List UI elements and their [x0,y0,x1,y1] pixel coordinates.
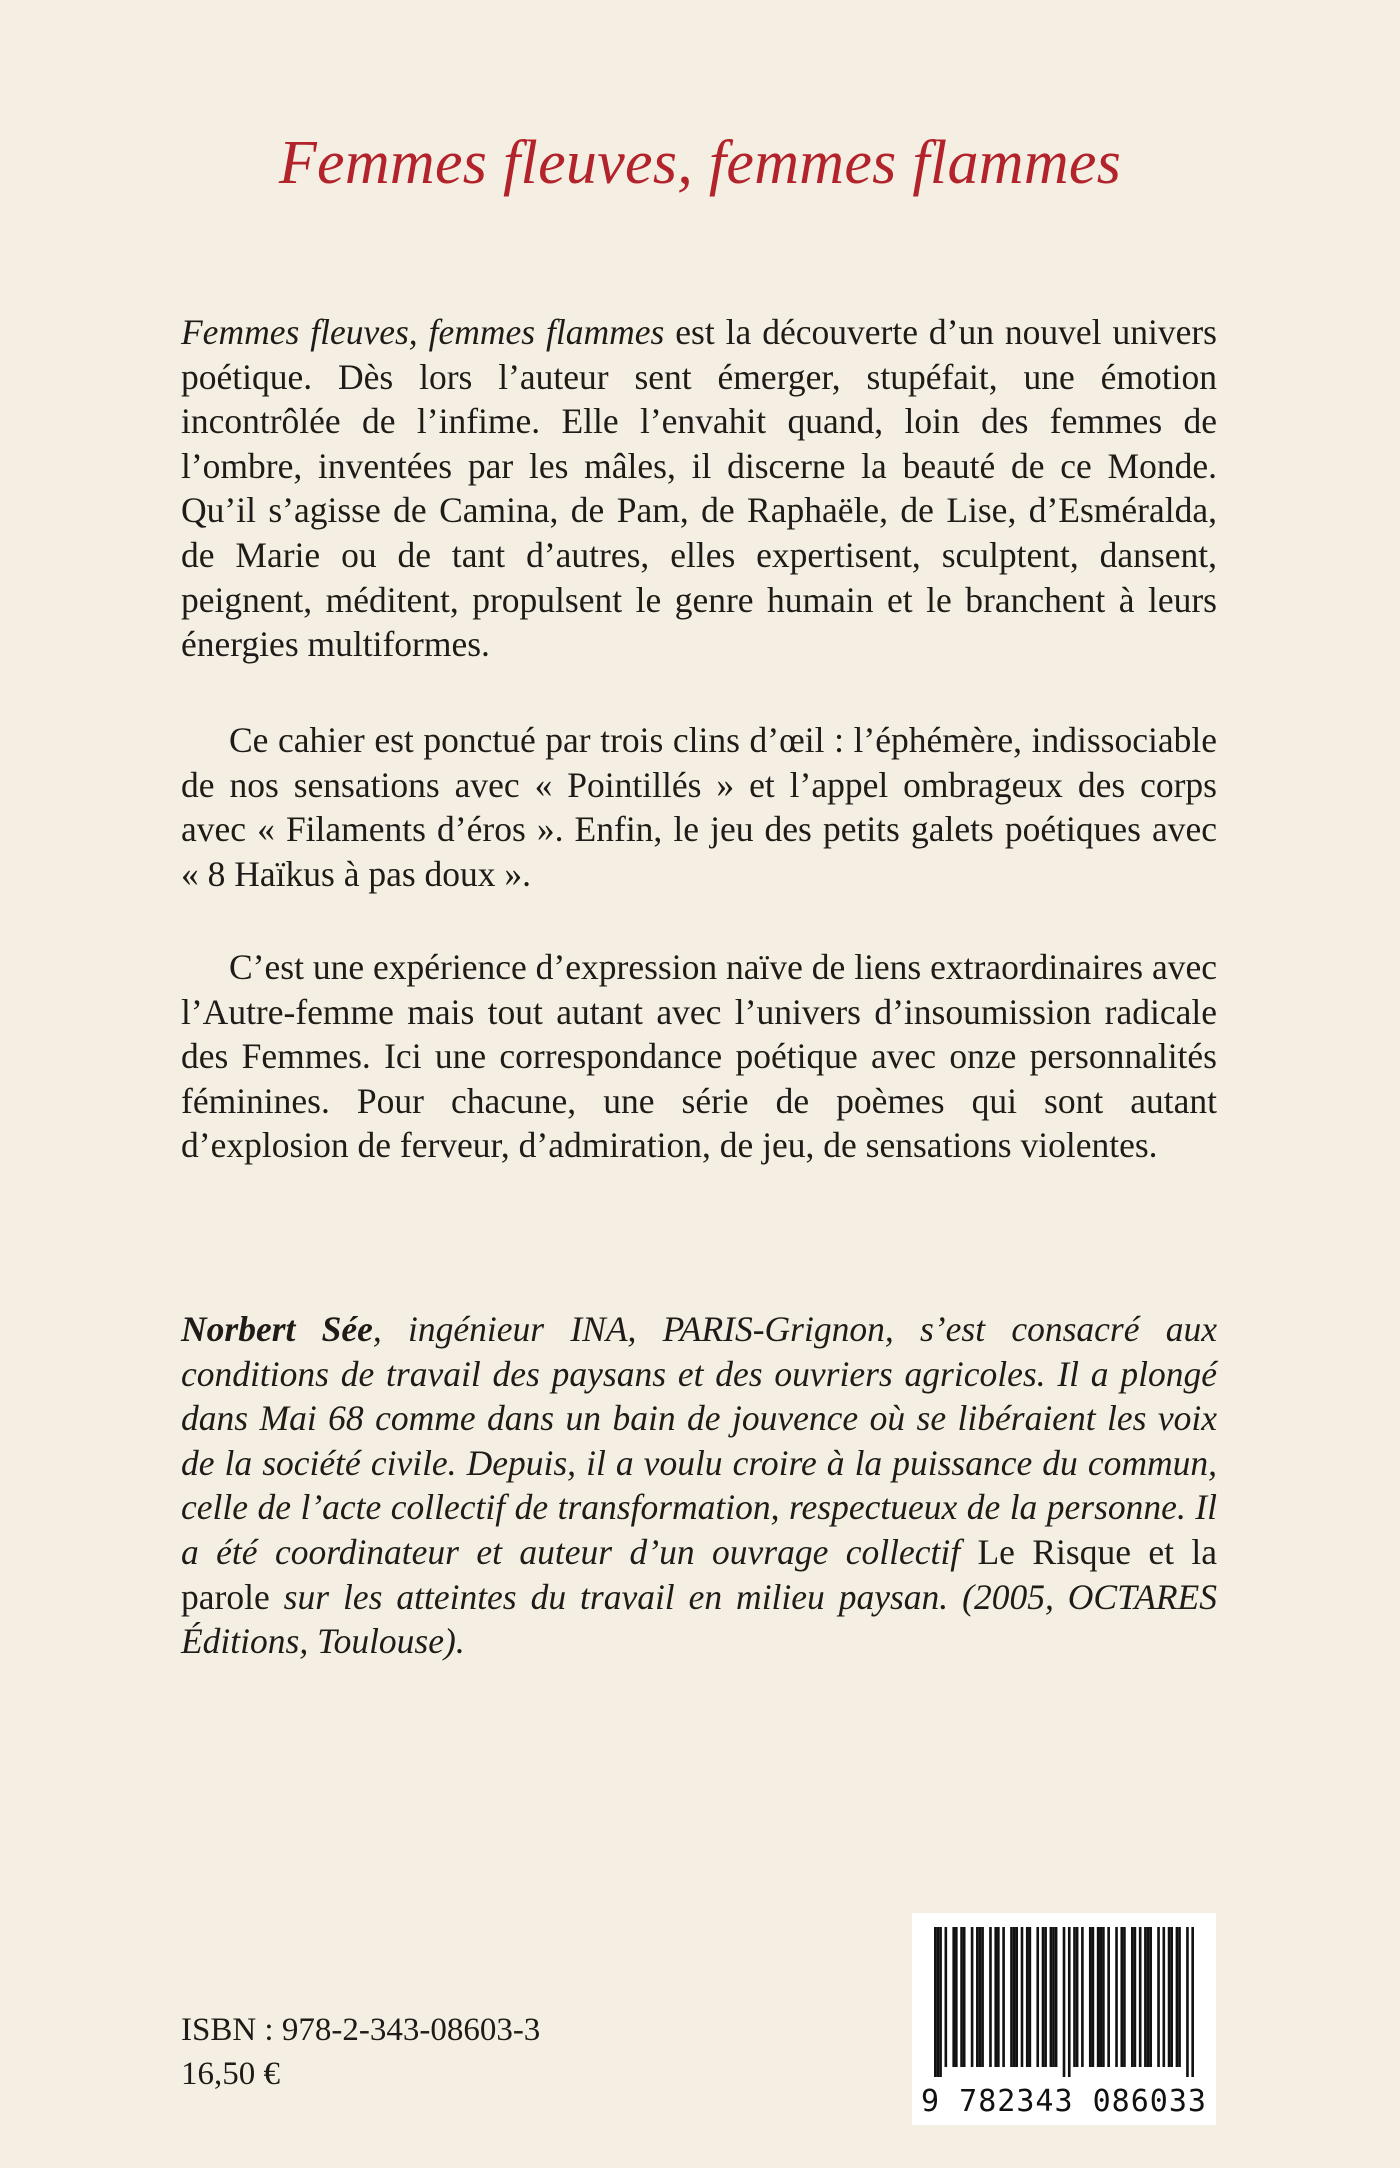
barcode-bar [963,1927,966,2067]
barcode-bar [979,1927,982,2067]
barcode-bar [1123,1927,1126,2067]
barcode-bar [1134,1927,1137,2067]
barcode-bar [955,1927,958,2067]
barcode-bar [1068,1927,1071,2077]
barcode-bar [1147,1927,1150,2067]
italic-title-lead: Femmes fleuves, femmes flammes [181,312,665,352]
barcode-bar [994,1927,997,2067]
barcode-bar [1015,1927,1018,2067]
description-paragraph-2: Ce cahier est ponctué par trois clins d’œil : l’éphémère, indissociable de nos sensations avec « Pointillés » et l’appel ombrageux des corps avec « Filaments d’éros ». Enfin, le jeu des petits galets poétiques avec « 8 Haïkus à pas doux ». [181,720,1217,894]
barcode-bar [1120,1927,1123,2067]
barcode-bar [1010,1927,1013,2067]
barcode-bar [1107,1927,1110,2067]
barcode-bar [981,1927,984,2067]
barcode-bar [1063,1927,1066,2077]
referenced-book-title: Le Risque et la parole [181,1531,1218,1617]
barcode-bar [1186,1927,1189,2077]
barcode-bar [1089,1927,1092,2067]
isbn: ISBN : 978-2-343-08603-3 [181,2012,541,2048]
description-paragraph-1 [181,310,1217,667]
barcode-bar [1191,1927,1194,2077]
barcode-bar [1139,1927,1142,2067]
barcode-bar [1044,1927,1047,2067]
author-bio-text-end: sur les atteintes du travail en milieu paysan. (2005, OCTARES Éditions, Toulouse). [181,1576,1217,1662]
barcode-bar [1102,1927,1105,2067]
barcode-bar [1176,1927,1179,2067]
barcode-bar [952,1927,955,2067]
barcode-bar [1021,1927,1024,2067]
barcode-bar [1052,1927,1055,2067]
barcode-bar [976,1927,979,2067]
barcode-bar [1168,1927,1171,2067]
barcode-bar [945,1927,948,2067]
barcode-bar [1092,1927,1095,2067]
barcode-bar [1170,1927,1173,2067]
description-paragraph-3: C’est une expérience d’expression naïve de liens extraordinaires avec l’Autre-femme mais tout autant avec l’univers d’insoumission radicale des Femmes. Ici une correspondance poétique avec onze personnalités féminines. Pour chacune, une série de poèmes qui sont autant d’explosion de ferveur, d’admiration, de jeu, de sensations violentes. [181,947,1217,1166]
barcode-bar [937,1927,940,2077]
barcode-bar [1081,1927,1084,2067]
barcode-bar [971,1927,974,2067]
author-name: Norbert Sée [181,1309,373,1349]
barcode-bar [1157,1927,1160,2067]
barcode-bar [939,1927,942,2077]
barcode-bar [1162,1927,1165,2067]
barcode-bar [1042,1927,1045,2067]
barcode-bar [1002,1927,1005,2067]
barcode-bar [1055,1927,1058,2067]
barcode-bar [1050,1927,1053,2067]
barcode-bar [1013,1927,1016,2067]
barcode-bar [1131,1927,1134,2067]
barcode-bar [1149,1927,1152,2067]
price: 16,50 € [181,2056,280,2092]
author-bio-text: , ingénieur INA, PARIS-Grignon, s’est consacré aux conditions de travail des paysans et des ouvriers agricoles. Il a plongé dans Mai 68 comme dans un bain de jouvence où se libéraient les voix de la société civile. Depuis, il a voulu croire à la puissance du commun, celle de l’acte collectif de transformation, respectueux de la personne. Il a été coordinateur et auteur d’un ouvrage collectif [181,1309,1217,1572]
barcode-bar [989,1927,992,2067]
barcode-bar [1026,1927,1029,2067]
barcode-bar [1029,1927,1032,2067]
paragraph-1-text: est la découverte d’un nouvel univers poétique. Dès lors l’auteur sent émerger, stupéfait, une émotion incontrôlée de l’infime. Elle l’envahit quand, loin des femmes de l’ombre, inventées par les mâles, il discerne la beauté de ce Monde. Qu’il s’agisse de Camina, de Pam, de Raphaële, de Lise, d’Esméralda, de Marie ou de tant d’autres, elles expertisent, sculptent, dansent, peignent, méditent, propulsent le genre humain et le branchent à leurs énergies multiformes. [181,312,1218,665]
barcode-bars-icon [934,1927,1194,2077]
barcode-bar [1115,1927,1118,2067]
barcode-bar [1099,1927,1102,2067]
author-bio [181,1307,1217,1664]
barcode-bar [997,1927,1000,2067]
barcode-bar [934,1927,937,2077]
barcode-bar [960,1927,963,2067]
barcode-bar [1178,1927,1181,2067]
barcode-bar [1144,1927,1147,2067]
barcode-bar [1097,1927,1100,2067]
book-title: Femmes fleuves, femmes flammes [278,129,1122,197]
barcode-bar [1076,1927,1079,2067]
barcode-bar [1036,1927,1039,2067]
barcode-bar [1073,1927,1076,2067]
barcode [912,1913,1216,2125]
barcode-digits: 9 782343 086033 [921,2084,1207,2119]
